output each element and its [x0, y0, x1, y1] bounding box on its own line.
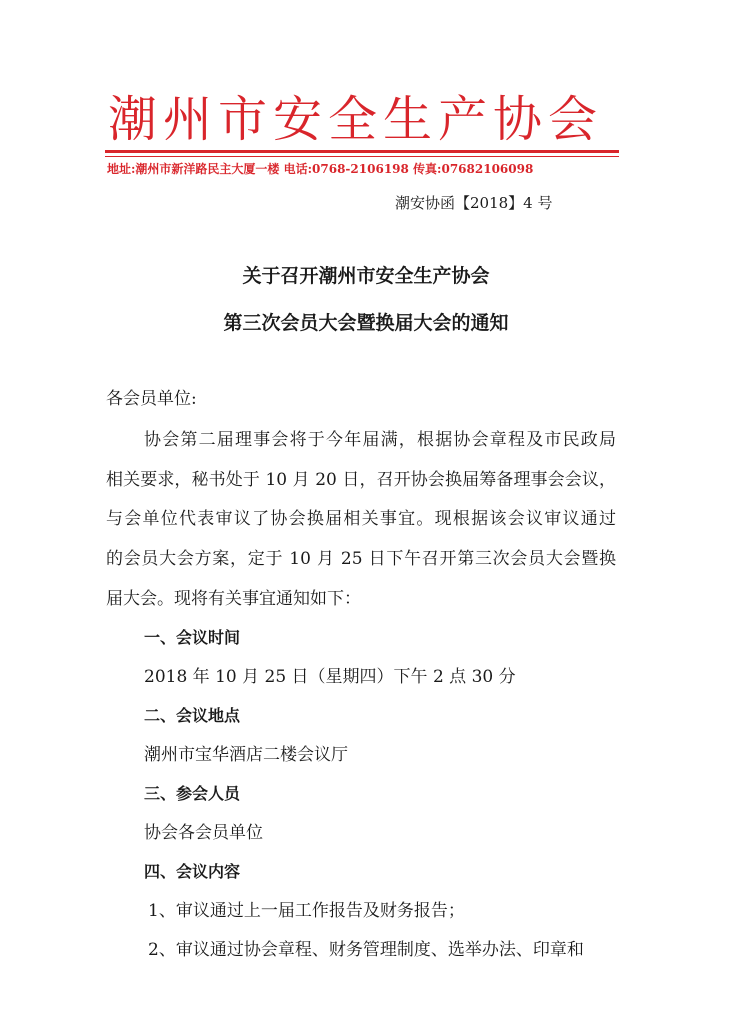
intro-line: 协会第二届理事会将于今年届满，根据协会章程及市民政局: [144, 430, 616, 450]
notice-title-line-1: 关于召开潮州市安全生产协会: [242, 265, 490, 287]
section-heading-attendees: 三、参会人员: [144, 784, 241, 803]
intro-line: 与会单位代表审议了协会换届相关事宜。现根据该会议审议通过: [106, 509, 616, 529]
letterhead-rule-thin: [105, 156, 619, 157]
section-heading-agenda: 四、会议内容: [144, 862, 241, 881]
intro-line: 的会员大会方案，定于 10 月 25 日下午召开第三次会员大会暨换: [106, 549, 616, 569]
document-number: 潮安协函【2018】4 号: [395, 194, 553, 212]
section-heading-location: 二、会议地点: [144, 706, 241, 725]
section-content-location: 潮州市宝华酒店二楼会议厅: [144, 745, 348, 765]
salutation: 各会员单位:: [106, 389, 197, 409]
org-name-heading: 潮州市安全生产协会: [108, 91, 604, 148]
letterhead-rule-thick: [105, 150, 619, 153]
letterhead-address: 地址:潮州市新洋路民主大厦一楼 电话:0768-2106198 传真:07682106098: [107, 162, 534, 176]
section-content-attendees: 协会各会员单位: [144, 823, 263, 843]
intro-line: 届大会。现将有关事宜通知如下：: [106, 589, 361, 609]
notice-title-line-2: 第三次会员大会暨换届大会的通知: [223, 312, 509, 334]
intro-line: 相关要求，秘书处于 10 月 20 日，召开协会换届筹备理事会会议，: [106, 470, 616, 490]
agenda-item: 1、审议通过上一届工作报告及财务报告；: [148, 901, 465, 921]
section-heading-time: 一、会议时间: [144, 628, 241, 647]
agenda-item: 2、审议通过协会章程、财务管理制度、选举办法、印章和: [148, 940, 584, 960]
section-content-time: 2018 年 10 月 25 日（星期四）下午 2 点 30 分: [144, 667, 516, 687]
